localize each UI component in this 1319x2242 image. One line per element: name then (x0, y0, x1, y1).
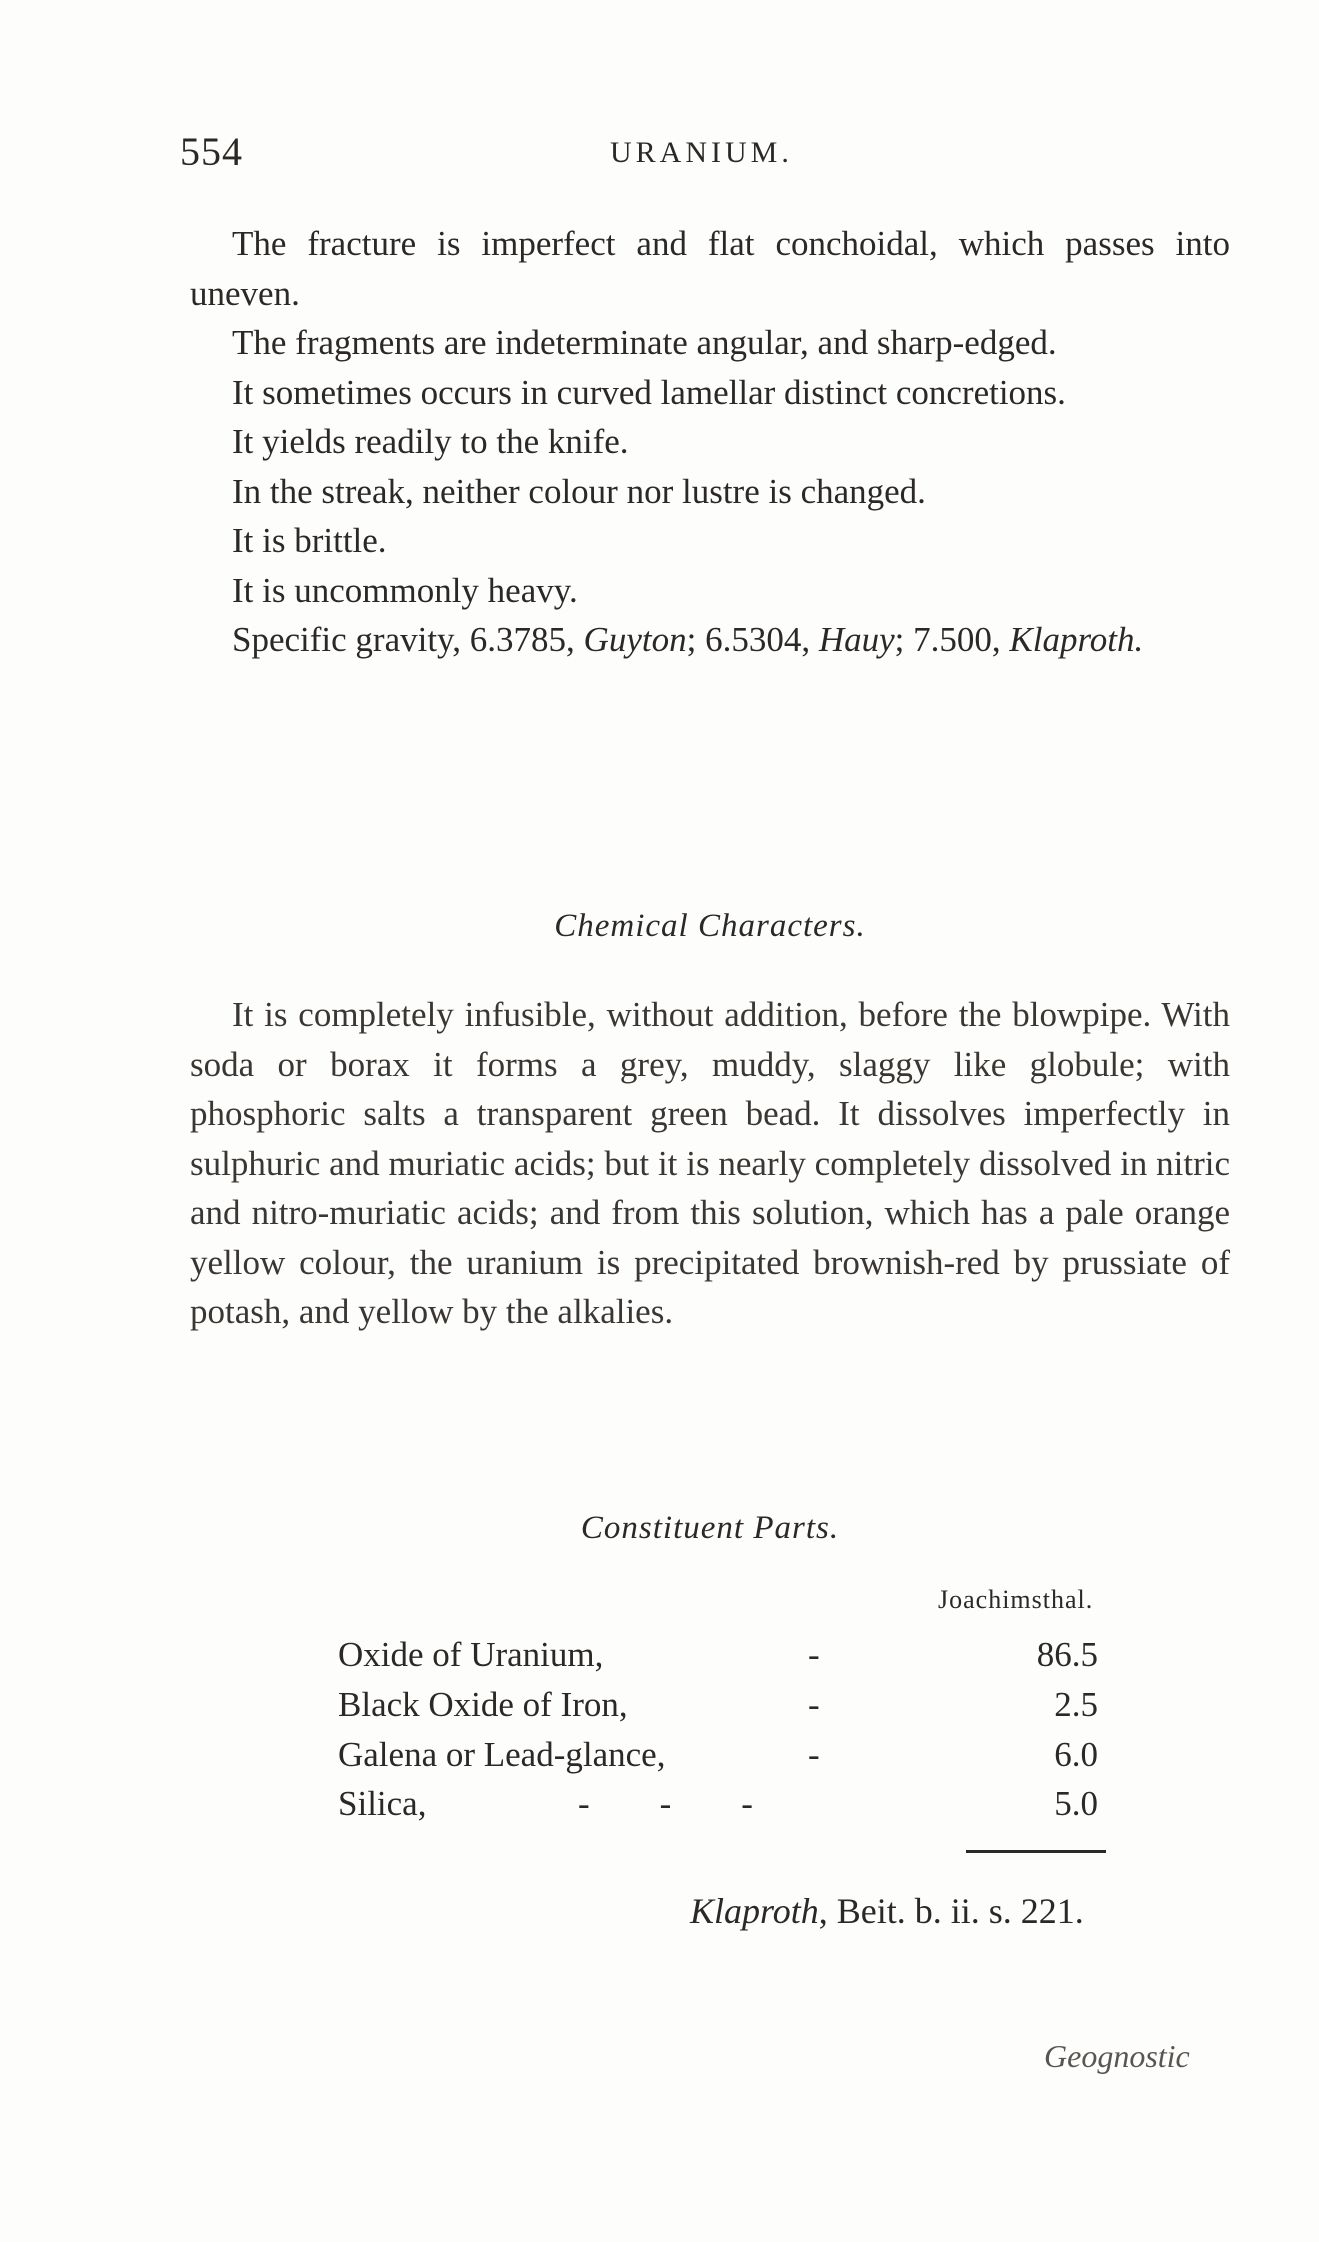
chemical-characters-heading: Chemical Characters. (554, 908, 866, 944)
constituent-parts-heading: Constituent Parts. (580, 1510, 840, 1546)
leader-dashes: - (808, 1635, 820, 1674)
locality-header: Joachimsthal. (938, 1585, 1094, 1614)
constituent-value: 5.0 (1054, 1784, 1098, 1823)
constituent-value: 2.5 (1054, 1685, 1098, 1724)
page-header (180, 128, 1220, 178)
gravity-mid-2: ; 7.500, (894, 620, 1010, 659)
paragraph-brittle: It is brittle. (232, 521, 387, 560)
constituent-name: Oxide of Uranium, (338, 1635, 604, 1674)
gravity-author-klaproth: Klaproth. (1009, 620, 1144, 659)
table-row (338, 1784, 1128, 1832)
running-title: URANIUM. (610, 136, 793, 169)
constituent-name: Galena or Lead-glance, (338, 1735, 666, 1774)
leader-dashes: - (808, 1685, 820, 1724)
paragraph-chemical: It is completely infusible, without addition, before the blowpipe. With soda or borax it forms a grey, muddy, slaggy like globule; with phosphoric salts a transparent green bead. It dissolves imperfectly in sulphuric and muriatic acids; but it is nearly completely dissolved in nitric and nitro-muriatic acids; and from this solution, which has a pale orange yellow colour, the uranium is precipitated brownish-red by prussiate of potash, and yellow by the alkalies. (190, 995, 1230, 1331)
gravity-prefix: Specific gravity, 6.3785, (232, 620, 584, 659)
constituent-name: Black Oxide of Iron, (338, 1685, 628, 1724)
citation-source: , Beit. b. ii. s. 221. (818, 1891, 1084, 1931)
leader-dashes: - (808, 1735, 820, 1774)
paragraph-knife: It yields readily to the knife. (232, 422, 629, 461)
sum-rule-divider (966, 1850, 1106, 1853)
gravity-author-guyton: Guyton (583, 620, 687, 659)
catchword: Geognostic (1044, 2038, 1190, 2074)
paragraph-fracture: The fracture is imperfect and flat conchoidal, which passes into uneven. (190, 224, 1230, 313)
paragraph-specific-gravity (190, 615, 1230, 665)
physical-characters-section (190, 219, 1230, 665)
paragraph-streak: In the streak, neither colour nor lustre is changed. (232, 471, 926, 511)
paragraph-heavy: It is uncommonly heavy. (232, 570, 578, 610)
table-row (338, 1735, 1128, 1783)
paragraph-concretions: It sometimes occurs in curved lamellar distinct concretions. (232, 372, 1066, 412)
gravity-author-hauy: Hauy (818, 620, 895, 659)
constituent-value: 6.0 (1054, 1735, 1098, 1774)
citation (690, 1890, 1084, 1932)
table-row (338, 1635, 1128, 1683)
constituent-name: Silica, (338, 1784, 427, 1823)
constituent-value: 86.5 (1036, 1635, 1098, 1674)
gravity-mid-1: ; 6.5304, (686, 620, 819, 659)
leader-dashes: - - - (578, 1784, 753, 1823)
paragraph-fragments: The fragments are indeterminate angular, and sharp-edged. (232, 323, 1057, 362)
chemical-characters-section (190, 990, 1230, 1337)
table-row (338, 1685, 1128, 1733)
page-number: 554 (180, 129, 243, 174)
citation-author: Klaproth (690, 1891, 819, 1931)
